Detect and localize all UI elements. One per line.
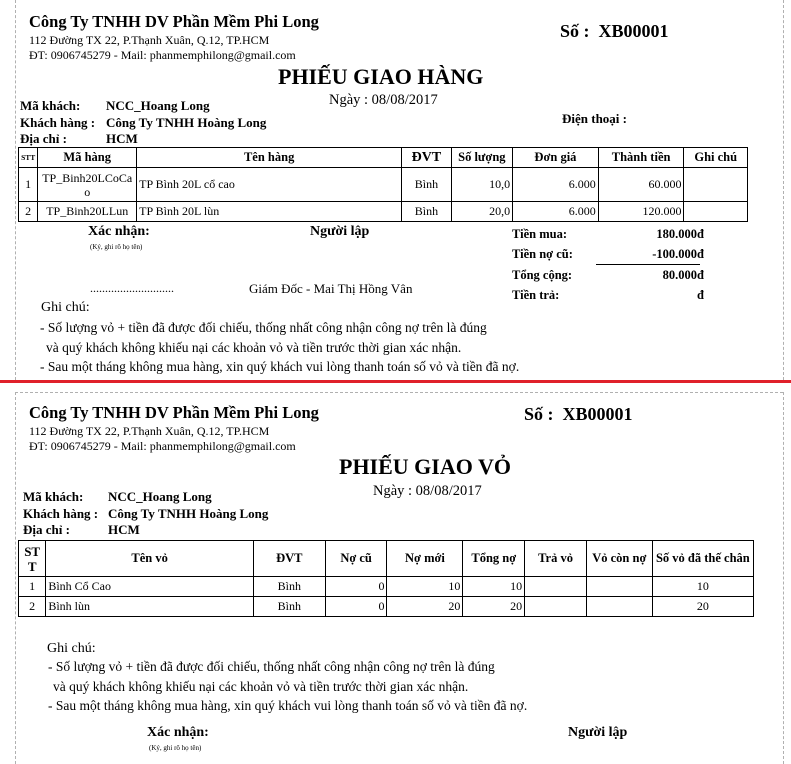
col-header: Nợ cũ <box>325 541 387 577</box>
table-row <box>19 168 748 202</box>
address-label: Địa chỉ : <box>20 131 67 146</box>
note-line: - Số lượng vỏ + tiền đã được đối chiếu, thống nhất công nhận công nợ trên là đúng <box>48 659 495 674</box>
col-header: Tên hàng <box>137 148 402 168</box>
confirm-label: Xác nhận: <box>88 224 150 239</box>
customer-label: Khách hàng : <box>20 115 96 130</box>
doc-number <box>560 21 669 42</box>
company-contact: ĐT: 0906745279 - Mail: phanmemphilong@gmail.com <box>29 439 296 453</box>
doc-number <box>524 404 633 425</box>
cell-remaining <box>586 577 652 597</box>
col-header: Nợ mới <box>387 541 463 577</box>
col-header: Tổng nợ <box>463 541 525 577</box>
note-title: Ghi chú: <box>47 641 96 656</box>
cell-name: Bình lùn <box>46 597 254 617</box>
customer-address: HCM <box>106 131 138 146</box>
address-label: Địa chỉ : <box>23 522 70 537</box>
col-header: Thành tiền <box>598 148 684 168</box>
company-address: 112 Đường TX 22, P.Thạnh Xuân, Q.12, TP.HCM <box>29 424 270 438</box>
cell-returned <box>525 597 587 617</box>
customer-code-label: Mã khách: <box>20 98 81 113</box>
col-header: STT <box>19 541 46 577</box>
col-header: Số lượng <box>451 148 512 168</box>
col-header: STT <box>19 148 38 168</box>
doc-title: PHIẾU GIAO VỎ <box>339 454 511 479</box>
cell-price: 6.000 <box>513 202 599 222</box>
col-header: Vỏ còn nợ <box>586 541 652 577</box>
page-separator <box>0 380 791 383</box>
doc-number-value: XB00001 <box>562 404 633 424</box>
table-row <box>19 577 754 597</box>
company-name: Công Ty TNHH DV Phần Mềm Phi Long <box>29 403 319 422</box>
total-value: 80.000đ <box>662 268 704 282</box>
customer-name: Công Ty TNHH Hoàng Long <box>108 506 269 521</box>
cell-total-debt: 10 <box>463 577 525 597</box>
note-title: Ghi chú: <box>41 300 90 315</box>
customer-label: Khách hàng : <box>23 506 99 521</box>
cell-note <box>684 168 748 202</box>
customer-code: NCC_Hoang Long <box>106 98 210 113</box>
doc-number-label: Số : <box>560 21 590 41</box>
customer-address: HCM <box>108 522 140 537</box>
company-contact: ĐT: 0906745279 - Mail: phanmemphilong@gmail.com <box>29 48 296 62</box>
page-margin-guide <box>15 392 16 764</box>
creator-label: Người lập <box>310 224 370 239</box>
confirm-label: Xác nhận: <box>147 725 209 740</box>
customer-code-label: Mã khách: <box>23 489 84 504</box>
note-line: - Sau một tháng không mua hàng, xin quý khách vui lòng thanh toán số vỏ và tiền đã nợ. <box>40 359 520 374</box>
table-header-row <box>19 148 748 168</box>
customer-code: NCC_Hoang Long <box>108 489 212 504</box>
col-header: Đơn giá <box>513 148 599 168</box>
cell-unit: Bình <box>402 202 451 222</box>
total-label: Tiền trả: <box>512 288 560 302</box>
page-margin-guide <box>15 0 16 380</box>
cell-unit: Bình <box>253 597 325 617</box>
total-value: -100.000đ <box>652 247 704 261</box>
doc-date: Ngày : 08/08/2017 <box>373 483 482 499</box>
creator-label: Người lập <box>568 725 628 740</box>
cell-new-debt: 20 <box>387 597 463 617</box>
cell-stt: 2 <box>19 202 38 222</box>
col-header: Mã hàng <box>38 148 137 168</box>
table-row <box>19 597 754 617</box>
doc-title: PHIẾU GIAO HÀNG <box>278 64 484 89</box>
total-value: 180.000đ <box>656 227 704 241</box>
total-label: Tiền nợ cũ: <box>512 247 573 261</box>
cell-name: TP Bình 20L lùn <box>137 202 402 222</box>
cell-name: Bình Cổ Cao <box>46 577 254 597</box>
cell-stt: 2 <box>19 597 46 617</box>
cell-deposit: 10 <box>652 577 753 597</box>
total-label: Tiền mua: <box>512 227 567 241</box>
cell-unit: Bình <box>402 168 451 202</box>
cell-amount: 120.000 <box>598 202 684 222</box>
cell-returned <box>525 577 587 597</box>
cell-stt: 1 <box>19 577 46 597</box>
total-label: Tổng cộng: <box>512 268 573 282</box>
cell-price: 6.000 <box>513 168 599 202</box>
table-header-row <box>19 541 754 577</box>
total-value: đ <box>697 288 704 302</box>
col-header: Ghi chú <box>684 148 748 168</box>
page-margin-guide <box>15 392 783 393</box>
cell-old-debt: 0 <box>325 597 387 617</box>
page-margin-guide <box>783 0 784 380</box>
director-name: Giám Đốc - Mai Thị Hồng Vân <box>249 281 413 296</box>
cell-total-debt: 20 <box>463 597 525 617</box>
signature-dots: ............................ <box>90 281 174 295</box>
note-line: và quý khách không khiếu nại các khoản vỏ và tiền trước thời gian xác nhận. <box>53 679 469 694</box>
cell-name: TP Bình 20L cổ cao <box>137 168 402 202</box>
doc-date: Ngày : 08/08/2017 <box>329 92 438 108</box>
cell-code: TP_Binh20LCoCao <box>38 168 137 202</box>
phone-label: Điện thoại : <box>562 111 627 126</box>
doc-number-value: XB00001 <box>598 21 669 41</box>
customer-name: Công Ty TNHH Hoàng Long <box>106 115 267 130</box>
doc-number-label: Số : <box>524 404 554 424</box>
cell-code: TP_Binh20LLun <box>38 202 137 222</box>
shell-table <box>18 540 754 617</box>
col-header: Trả vỏ <box>525 541 587 577</box>
company-name: Công Ty TNHH DV Phần Mềm Phi Long <box>29 12 319 31</box>
note-line: - Sau một tháng không mua hàng, xin quý khách vui lòng thanh toán số vỏ và tiền đã nợ. <box>48 698 528 713</box>
table-row <box>19 202 748 222</box>
cell-amount: 60.000 <box>598 168 684 202</box>
cell-unit: Bình <box>253 577 325 597</box>
col-header: ĐVT <box>253 541 325 577</box>
confirm-hint: (Ký, ghi rõ họ tên) <box>90 243 143 251</box>
company-address: 112 Đường TX 22, P.Thạnh Xuân, Q.12, TP.HCM <box>29 33 270 47</box>
cell-stt: 1 <box>19 168 38 202</box>
col-header: ĐVT <box>402 148 451 168</box>
col-header: Tên vỏ <box>46 541 254 577</box>
cell-new-debt: 10 <box>387 577 463 597</box>
cell-remaining <box>586 597 652 617</box>
note-line: - Số lượng vỏ + tiền đã được đối chiếu, thống nhất công nhận công nợ trên là đúng <box>40 320 487 335</box>
total-divider <box>596 264 700 265</box>
cell-deposit: 20 <box>652 597 753 617</box>
cell-qty: 10,0 <box>451 168 512 202</box>
cell-qty: 20,0 <box>451 202 512 222</box>
page-margin-guide <box>783 392 784 764</box>
cell-note <box>684 202 748 222</box>
cell-old-debt: 0 <box>325 577 387 597</box>
note-line: và quý khách không khiếu nại các khoản vỏ và tiền trước thời gian xác nhận. <box>46 340 462 355</box>
goods-table <box>18 147 748 222</box>
confirm-hint: (Ký, ghi rõ họ tên) <box>149 744 202 752</box>
col-header: Số vỏ đã thế chân <box>652 541 753 577</box>
